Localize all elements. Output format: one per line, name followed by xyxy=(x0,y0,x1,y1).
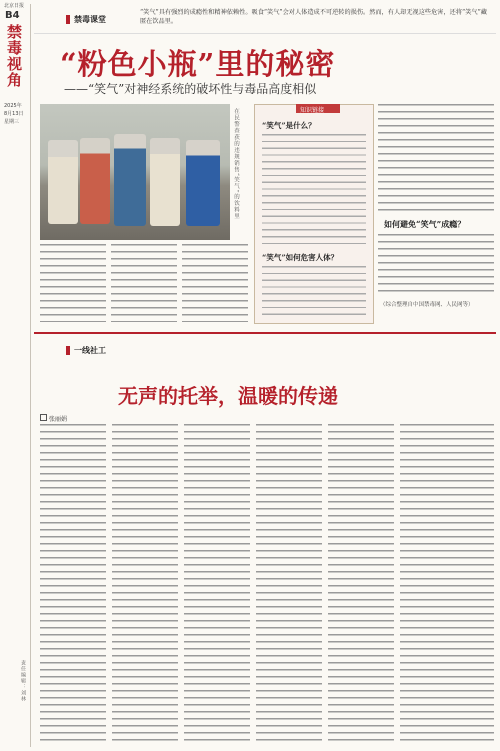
right-text-1 xyxy=(378,104,494,214)
cup-1 xyxy=(48,140,78,224)
cup-3 xyxy=(114,134,146,226)
sub-headline: ——“笑气”对神经系统的破坏性与毒品高度相似 xyxy=(64,82,317,96)
section-divider xyxy=(34,332,496,334)
bottom-headline: 无声的托举，温暖的传递 xyxy=(118,384,338,408)
bottom-col5 xyxy=(328,424,394,742)
page-number: B4 xyxy=(5,10,20,21)
column-tag-label: 禁毒课堂 xyxy=(74,14,106,24)
tag-marker-2 xyxy=(66,346,70,355)
sidebar-q3: 如何避免“笑气”成瘾？ xyxy=(384,219,466,229)
bottom-col3 xyxy=(184,424,250,742)
photo-caption: 在民警查获的违规销售“笑气”的饮料里 xyxy=(233,108,239,220)
bottom-col2 xyxy=(112,424,178,742)
cup-5 xyxy=(186,140,220,226)
sidebar-q2: “笑气”如何危害人体？ xyxy=(262,253,339,262)
issue-year: 2025年 xyxy=(4,103,22,109)
author-name: 张丽娟 xyxy=(49,416,68,423)
issue-date: 8月13日 xyxy=(4,111,24,117)
author-byline xyxy=(40,414,67,423)
sidebar-text-2 xyxy=(262,266,366,316)
sidebar-text-1 xyxy=(262,134,366,244)
cup-2 xyxy=(80,138,110,224)
article-text-col2 xyxy=(111,244,177,322)
main-headline: “粉色小瓶”里的秘密 xyxy=(60,47,336,81)
sidebar-title: 知识链接 xyxy=(300,107,325,114)
column-tag-social-label: 一线社工 xyxy=(74,345,106,355)
article-text-col3 xyxy=(182,244,248,322)
author-box xyxy=(40,414,47,421)
source-note: （综合整理自中国禁毒网、人民网等） xyxy=(380,302,474,308)
tag-marker xyxy=(66,15,70,24)
news-photo xyxy=(40,104,230,240)
intro-paragraph: “笑气”具有强烈的成瘾性和精神依赖性。吸食“笑气”会对人体造成不可逆转的损伤。然而，有人却无视这些危害，还将“笑气”藏匿在饮品里。 xyxy=(140,9,487,25)
issue-weekday: 星期三 xyxy=(4,119,20,125)
sidebar-q1: “笑气”是什么？ xyxy=(262,121,316,130)
masthead-corner-label: 北京日报 xyxy=(4,3,25,9)
right-text-2 xyxy=(378,234,494,296)
bottom-col1 xyxy=(40,424,106,742)
top-divider xyxy=(34,33,496,34)
cup-4 xyxy=(150,138,180,226)
editor-label: 责任编辑：刘林 xyxy=(20,660,26,702)
section-title-vertical: 禁毒视角 xyxy=(5,24,23,88)
article-text-col1 xyxy=(40,244,106,322)
bottom-col4 xyxy=(256,424,322,742)
masthead-divider xyxy=(30,4,31,747)
bottom-col6 xyxy=(400,424,494,742)
